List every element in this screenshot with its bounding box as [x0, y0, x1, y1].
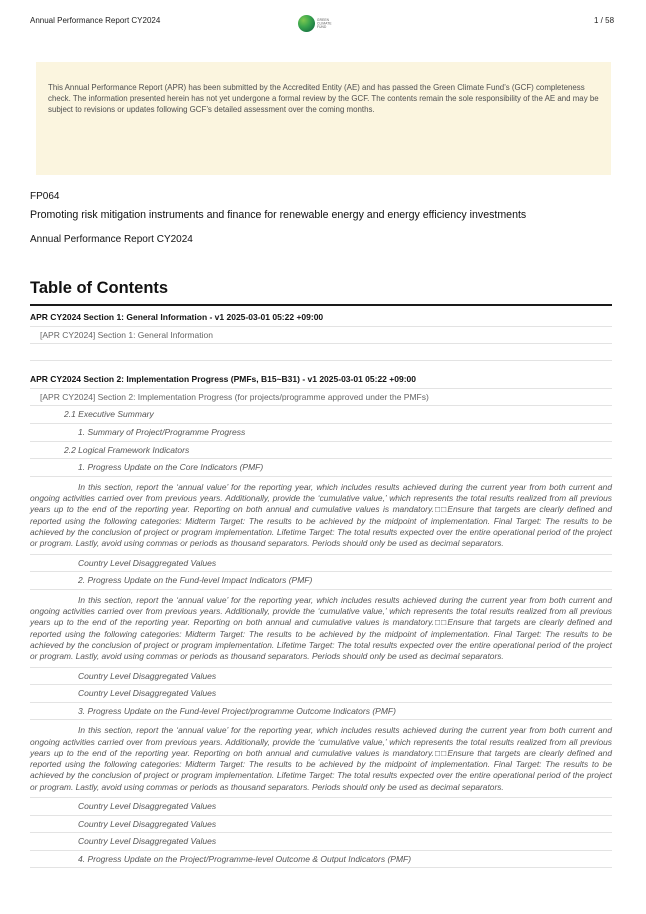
toc-entry[interactable]: 3. Progress Update on the Fund-level Project/programme Outcome Indicators (PMF) [30, 703, 612, 721]
logo-line: FUND [316, 25, 327, 29]
toc-entry[interactable]: [APR CY2024] Section 2: Implementation Progress (for projects/programme approved under the PMFs) [30, 389, 612, 407]
toc-heading: Table of Contents [30, 279, 612, 306]
logo-line: GREEN [316, 18, 329, 22]
gcf-logo-wordmark [317, 18, 332, 29]
toc-entry[interactable]: 1. Summary of Project/Programme Progress [30, 424, 612, 442]
project-title: Promoting risk mitigation instruments and finance for renewable energy and energy efficiency investments [30, 209, 527, 221]
gcf-logo [298, 13, 346, 34]
toc-paragraph: In this section, report the ‘annual value’ for the reporting year, which includes results achieved during the current year from both current and ongoing activities carried over from previous years. Additionally, provide the ‘cumulative value,’ which represents the total results realized from all previous years up to the end of the reporting year. Reporting on both annual and cumulative values is mandatory.□□Ensure that targets are clearly defined and reported using the following categories: Midterm Target: The results to be achieved by the midpoint of implementation. Final Target: The results to be achieved by the conclusion of project or program implementation. Lifetime Target: The total results expected over the entire operational period of the project or program. Lastly, avoid using commas or periods as thousand separators. Periods should only be used as decimal separators. [30, 477, 612, 555]
toc-section-row[interactable]: APR CY2024 Section 2: Implementation Progress (PMFs, B15~B31) - v1 2025-03-01 05:22 +09:00 [30, 361, 612, 389]
toc-entry[interactable]: 2. Progress Update on the Fund-level Impact Indicators (PMF) [30, 572, 612, 590]
toc-entry[interactable]: Country Level Disaggregated Values [30, 668, 612, 686]
toc-entry[interactable]: Country Level Disaggregated Values [30, 555, 612, 573]
toc-spacer-row [30, 344, 612, 361]
toc-entry[interactable]: 1. Progress Update on the Core Indicators (PMF) [30, 459, 612, 477]
toc-entry[interactable]: 2.1 Executive Summary [30, 406, 612, 424]
toc-paragraph: In this section, report the ‘annual value’ for the reporting year, which includes results achieved during the current year from both current and ongoing activities carried over from previous years. Additionally, provide the ‘cumulative value,’ which represents the total results realized from all previous years up to the end of the reporting year. Reporting on both annual and cumulative values is mandatory.□□Ensure that targets are clearly defined and reported using the following categories: Midterm Target: The results to be achieved by the midpoint of implementation. Final Target: The results to be achieved by the conclusion of project or program implementation. Lifetime Target: The total results expected over the entire operational period of the project or program. Lastly, avoid using commas or periods as thousand separators. Periods should only be used as decimal separators. [30, 590, 612, 668]
toc-entry[interactable]: Country Level Disaggregated Values [30, 833, 612, 851]
toc-entry[interactable]: Country Level Disaggregated Values [30, 685, 612, 703]
completeness-notice-text: This Annual Performance Report (APR) has been submitted by the Accredited Entity (AE) and has passed the Green Climate Fund’s (GCF) completeness check. The information presented herein has not yet undergone a formal review by the GCF. The contents remain the sole responsibility of the AE and may be subject to revisions or updates following GCF’s detailed assessment over the coming months. [48, 83, 599, 114]
gcf-globe-icon [298, 15, 315, 32]
report-title: Annual Performance Report CY2024 [30, 234, 193, 245]
project-code: FP064 [30, 191, 60, 202]
report-title-block [30, 191, 614, 245]
toc-entry[interactable]: Country Level Disaggregated Values [30, 798, 612, 816]
header-report-title: Annual Performance Report CY2024 [30, 16, 161, 25]
toc-entry[interactable]: 4. Progress Update on the Project/Programme-level Outcome & Output Indicators (PMF) [30, 851, 612, 869]
toc-paragraph: In this section, report the ‘annual value’ for the reporting year, which includes results achieved during the current year from both current and ongoing activities carried over from previous years. Additionally, provide the ‘cumulative value,’ which represents the total results realized from all previous years up to the end of the reporting year. Reporting on both annual and cumulative values is mandatory.□□Ensure that targets are clearly defined and reported using the following categories: Midterm Target: The results to be achieved by the midpoint of implementation. Final Target: The results to be achieved by the conclusion of project or program implementation. Lifetime Target: The total results expected over the entire operational period of the project or program. Lastly, avoid using commas or periods as thousand separators. Periods should only be used as decimal separators. [30, 720, 612, 798]
completeness-notice-box [36, 62, 611, 175]
page-number-indicator: 1 / 58 [594, 16, 615, 25]
toc-entry[interactable]: [APR CY2024] Section 1: General Information [30, 327, 612, 345]
toc-entry[interactable]: 2.2 Logical Framework Indicators [30, 442, 612, 460]
toc-entry[interactable]: Country Level Disaggregated Values [30, 816, 612, 834]
logo-line: CLIMATE [316, 21, 332, 26]
toc-section-row[interactable]: APR CY2024 Section 1: General Information - v1 2025-03-01 05:22 +09:00 [30, 306, 612, 327]
page-header [0, 0, 646, 34]
toc-list [30, 306, 612, 868]
